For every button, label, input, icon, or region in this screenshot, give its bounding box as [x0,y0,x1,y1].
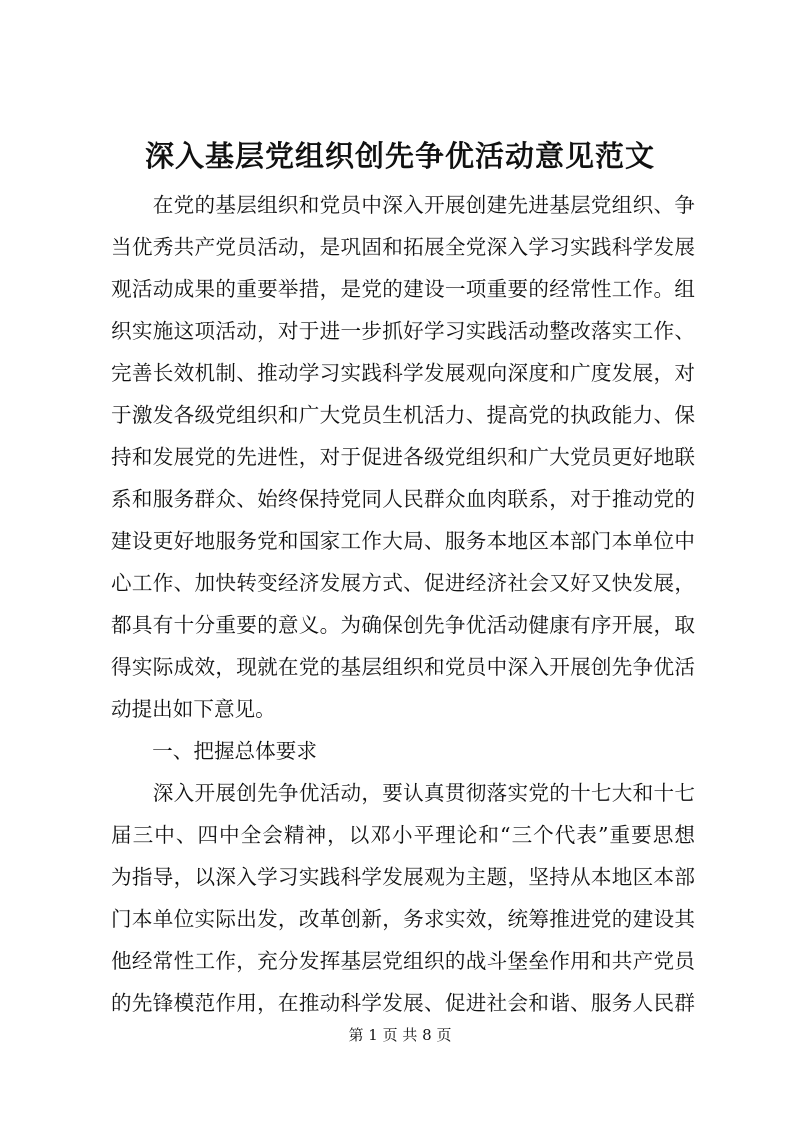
section-heading: 一、把握总体要求 [111,739,317,763]
body-line: 持和发展党的先进性，对于促进各级党组织和广大党员更好地联 [111,445,695,469]
body-line: 得实际成效，现就在党的基层组织和党员中深入开展创先争优活 [111,655,695,679]
body-line: 深入开展创先争优活动，要认真贯彻落实党的十七大和十七 [111,781,695,805]
body-line: 心工作、加快转变经济发展方式、促进经济社会又好又快发展， [111,571,695,595]
body-line: 为指导，以深入学习实践科学发展观为主题，坚持从本地区本部 [111,865,695,889]
body-line: 织实施这项活动，对于进一步抓好学习实践活动整改落实工作、 [111,319,695,343]
body-line: 他经常性工作，充分发挥基层党组织的战斗堡垒作用和共产党员 [111,949,695,973]
body-line: 门本单位实际出发，改革创新，务求实效，统筹推进党的建设其 [111,907,695,931]
body-line: 在党的基层组织和党员中深入开展创建先进基层党组织、争 [111,193,695,217]
body-line: 的先锋模范作用，在推动科学发展、促进社会和谐、服务人民群 [111,991,695,1015]
document-title: 深入基层党组织创先争优活动意见范文 [144,139,655,173]
body-line: 动提出如下意见。 [111,697,276,721]
body-line: 观活动成果的重要举措，是党的建设一项重要的经常性工作。组 [111,277,695,301]
body-line: 建设更好地服务党和国家工作大局、服务本地区本部门本单位中 [111,529,695,553]
page-number: 第 1 页 共 8 页 [348,1026,452,1044]
body-line: 于激发各级党组织和广大党员生机活力、提高党的执政能力、保 [111,403,695,427]
body-line: 都具有十分重要的意义。为确保创先争优活动健康有序开展，取 [111,613,695,637]
body-line: 系和服务群众、始终保持党同人民群众血肉联系，对于推动党的 [111,487,695,511]
body-line: 当优秀共产党员活动，是巩固和拓展全党深入学习实践科学发展 [111,235,695,259]
body-line: 完善长效机制、推动学习实践科学发展观向深度和广度发展，对 [111,361,695,385]
body-line: 届三中、四中全会精神，以邓小平理论和“三个代表”重要思想 [111,823,695,847]
